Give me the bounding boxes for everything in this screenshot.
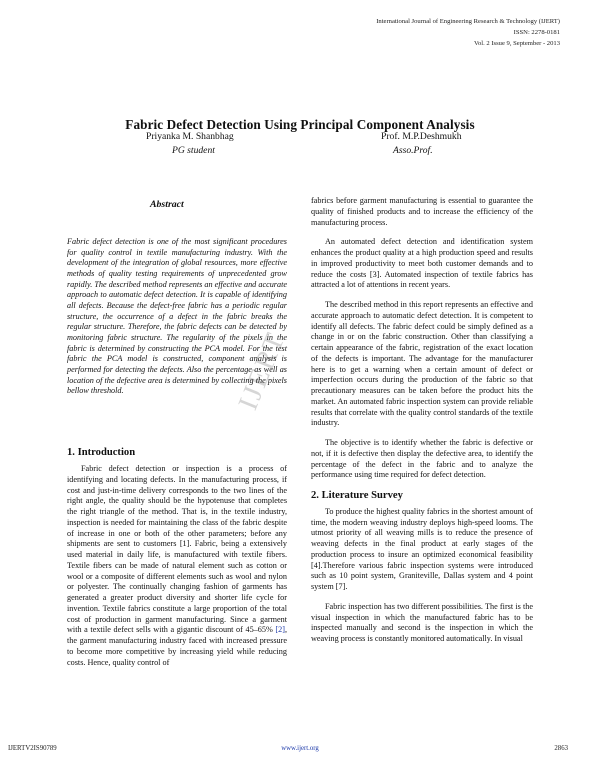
survey-paragraph-2: Fabric inspection has two different possibilities. The first is the visual inspection in which the manufactured fabric has to be inspected manually and second is the inspection in which the weaving process is constantly monitored automatically. In visual [311, 601, 533, 643]
intro-paragraph-3: An automated defect detection and identification system enhances the product quality at a high production speed and results in improved productivity to meet both customer demands and to reduce the costs [3]. Automated inspection of textile fabrics has attracted a lot of attentions in recent years. [311, 237, 533, 290]
survey-heading: 2. Literature Survey [311, 490, 403, 501]
intro-p1-text-cont: , the garment manufacturing industry faced with increased pressure to become more competitive by increasing yield while reducing costs. Hence, quality control of [67, 625, 287, 667]
intro-paragraph-5: The objective is to identify whether the fabric is defective or not, if it is defective then display the defective area, to identify the percentage of the defect in the fabric and to analyze the performance using time required for defect detection. [311, 438, 533, 480]
reference-link-2[interactable]: [2] [275, 625, 285, 635]
footer-page-number: 2863 [554, 745, 568, 752]
author-1-name: Priyanka M. Shanbhag [146, 131, 234, 142]
footer-website [0, 745, 600, 752]
journal-issn: ISSN: 2278-0181 [513, 29, 560, 36]
footer-paper-id: IJERTV2IS90789 [8, 745, 57, 752]
watermark: IJERT [232, 327, 292, 415]
intro-paragraph-4: The described method in this report represents an effective and accurate approach to automatic defect detection. It is competent to identify all defects. The fabric defect could be simply defined as a change in or on the fabric construction. Other than classifying a certain appearance of the fabric, registration of the exact location of the defects is important. The advantage for the manufacturer here is to get a warning when a certain amount of defect or imperfection occurs during the production of the fabric so that precautionary measures can be taken before the product hits the market. An automated fabric inspection system can provide reliable results that correlate with the quality control standards of the textile industry. [311, 300, 533, 428]
right-column [311, 196, 533, 645]
intro-heading: 1. Introduction [67, 447, 136, 458]
abstract-heading: Abstract [150, 199, 184, 210]
journal-volume: Vol. 2 Issue 9, September - 2013 [474, 40, 560, 47]
author-2-affiliation: Asso.Prof. [393, 145, 433, 156]
footer-website-link[interactable]: www.ijert.org [281, 745, 319, 752]
abstract-body: Fabric defect detection is one of the most significant procedures for quality control in textile manufacturing industry. With the development of the integration of global resources, more effective methods of quality testing requirements of unprecedented grow rapidly. The described method represents an effective and accurate approach to automatic defect detection. It is capable of identifying all defects. Because the defect-free fabric has a periodic regular structure, the occurrence of a defect in the fabric breaks the regular structure. Therefore, the fabric defects can be detected by monitoring fabric structure. The regularity of the pixels in the fabric is determined by constructing the PCA model. For the test fabric the PCA model is constructed, component analysis is performed for detecting the defects. Also the percentage as well as location of the defective area is determined by collecting the pixels bellow threshold. [67, 237, 287, 396]
abstract-text [67, 237, 287, 397]
author-2-name: Prof. M.P.Deshmukh [381, 131, 462, 142]
author-1-affiliation: PG student [172, 145, 215, 156]
paper-title: Fabric Defect Detection Using Principal Component Analysis [125, 117, 475, 132]
journal-name: International Journal of Engineering Research & Technology (IJERT) [376, 18, 560, 25]
intro-left-column [67, 464, 287, 668]
intro-paragraph-1 [67, 464, 287, 668]
intro-paragraph-2: fabrics before garment manufacturing is essential to guarantee the quality of finished products and to increase the efficiency of the manufacturing process. [311, 196, 533, 227]
intro-p1-text: Fabric defect detection or inspection is a process of identifying and locating defects. In the manufacturing process, if cost and just-in-time delivery corresponds to the two lines of the right angle, the quality should be the hypotenuse that completes the right triangle of the method. That is, in the textile industry, inspection is needed for maintaining the class of the fabric despite of increase in one or both of the other parameters; before any shipments are sent to customers [1]. Fabric, being a extensively used material in daily life, is manufactured with textile fibers. Textile fibers can be made of natural element such as cotton or wool or a composite of different elements such as wool and nylon or polyester. The continually changing fashion of garments has generated a greater product diversity and shorter life cycle for invention. Textile fabrics constitute a large proportion of the total cost of production in garment manufacturing. Since a garment with a textile defect sells with a gigantic discount of 45–65% [67, 464, 287, 635]
survey-paragraph-1: To produce the highest quality fabrics in the shortest amount of time, the modern weaving industry deploys high-speed looms. The utmost priority of all weaving mills is to reduce the presence of weaving defects in the final product at early stages of the production process to insure an optimized economical feasibility [4].Therefore various fabric inspection systems were introduced such as 10 point system, Graniteville, Dallas system and 4 point system [7]. [311, 506, 533, 591]
